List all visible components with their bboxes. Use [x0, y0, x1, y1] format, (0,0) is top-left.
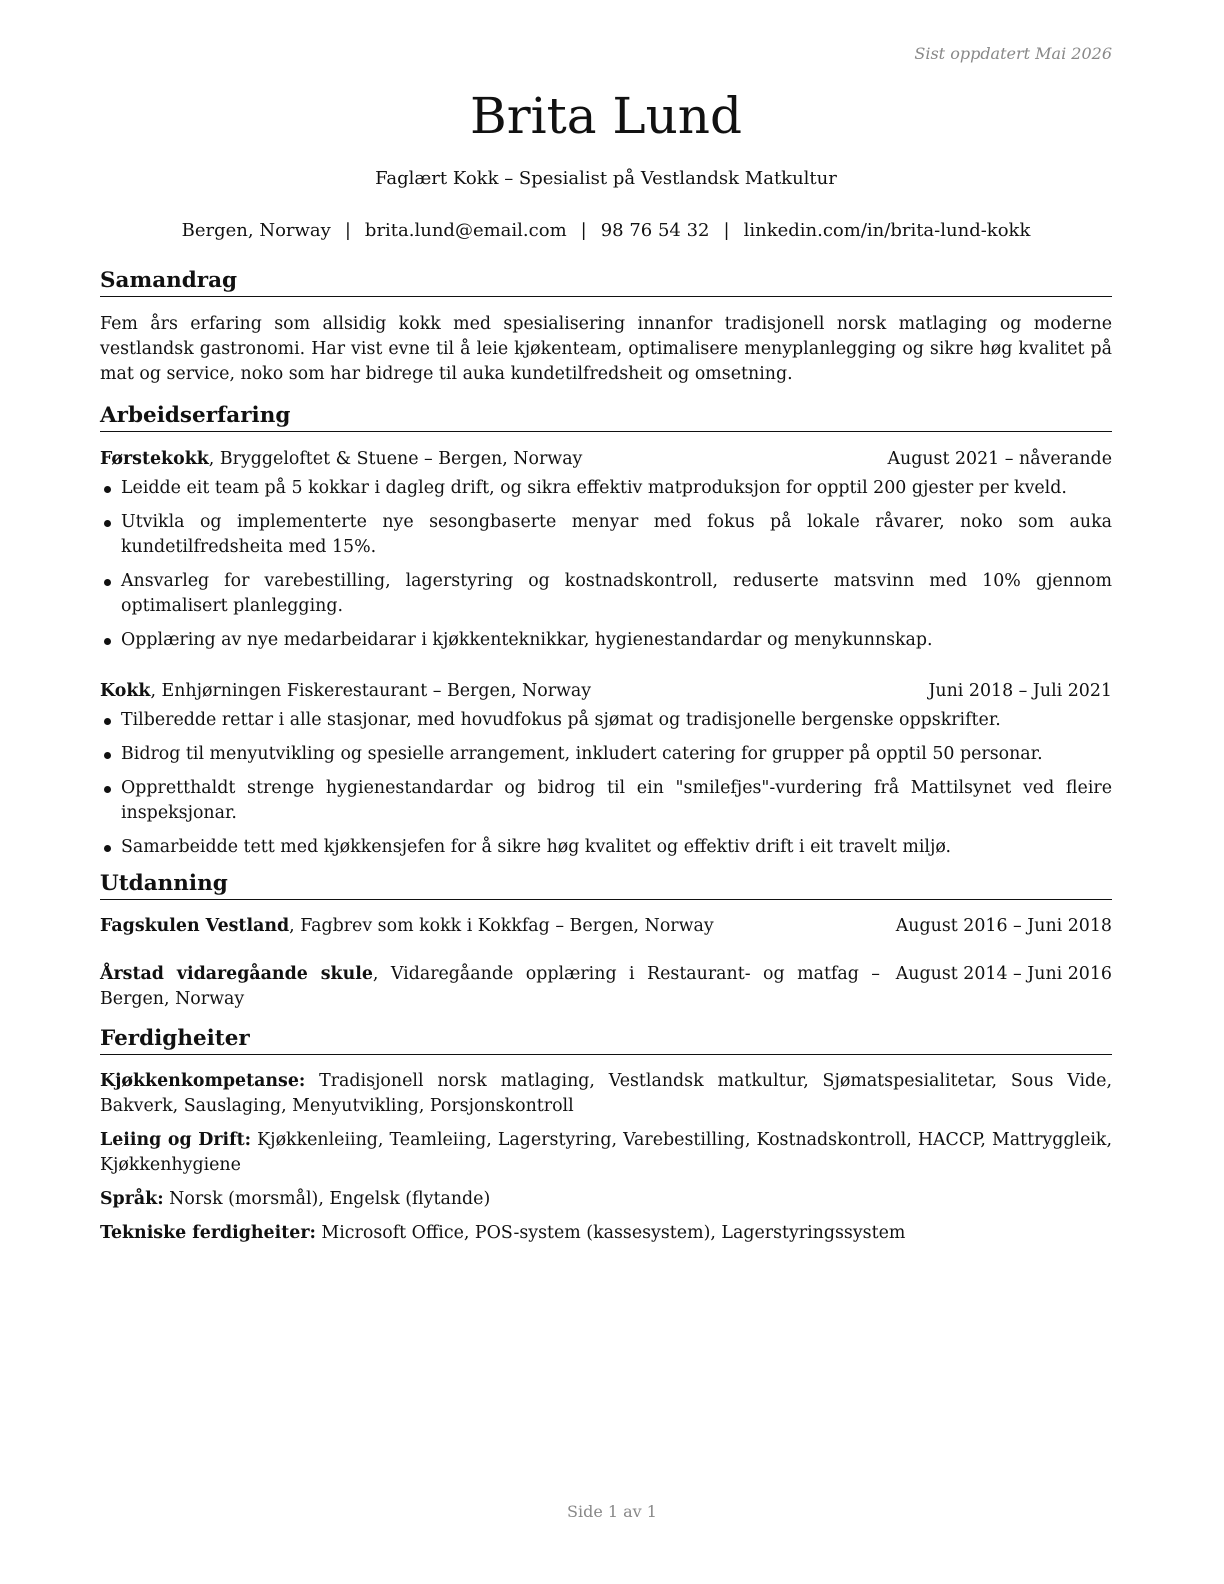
- skill-label: Leiing og Drift:: [100, 1130, 252, 1150]
- job-dates: August 2021 – nåverande: [887, 449, 1112, 469]
- experience-section: [100, 401, 1112, 860]
- candidate-name: Brita Lund: [469, 87, 743, 145]
- job-bullet-list: [100, 708, 1112, 860]
- resume-page: [100, 0, 1112, 1584]
- skills-section: [100, 1024, 1112, 1246]
- skill-row: [100, 1128, 1112, 1178]
- section-heading-skills: Ferdigheiter: [100, 1024, 1112, 1055]
- education-dates: August 2014 – Juni 2016: [895, 964, 1112, 984]
- education-title-line: [100, 962, 880, 1012]
- skill-text: Norsk (morsmål), Engelsk (flytande): [163, 1189, 491, 1209]
- contact-line: [100, 220, 1112, 241]
- skill-text: Kjøkkenleiing, Teamleiing, Lagerstyring, Varebestilling, Kostnadskontroll, HACCP, Mattryggleik, Kjøkkenhygiene: [100, 1130, 1112, 1175]
- job-bullet: Bidrog til menyutvikling og spesielle arrangement, inkludert catering for grupper på opptil 50 personar.: [100, 742, 1112, 767]
- last-updated: Sist oppdatert Mai 2026: [914, 44, 1112, 63]
- skill-row: [100, 1221, 1112, 1246]
- job-bullet-list: [100, 476, 1112, 653]
- skill-label: Kjøkkenkompetanse:: [100, 1071, 306, 1091]
- section-heading-education: Utdanning: [100, 869, 1112, 900]
- education-section: [100, 869, 1112, 1012]
- job-bullet: Ansvarleg for varebestilling, lagerstyring og kostnadskontroll, reduserte matsvinn med 10% gjennom optimalisert planlegging.: [100, 569, 1112, 619]
- job-employer: , Enhjørningen Fiskerestaurant – Bergen, Norway: [150, 681, 592, 701]
- contact-location: Bergen, Norway: [181, 220, 331, 241]
- education-title-line: [100, 914, 880, 939]
- job-entry: [100, 447, 1112, 653]
- job-header: [100, 447, 1112, 472]
- resume-content: [100, 266, 1112, 1252]
- contact-phone: 98 76 54 32: [600, 220, 710, 241]
- skill-label: Språk:: [100, 1189, 164, 1209]
- skill-row: [100, 1069, 1112, 1119]
- skill-text: Tradisjonell norsk matlaging, Vestlandsk matkultur, Sjømatspesialitetar, Sous Vide, Bakverk, Sauslaging, Menyutvikling, Porsjonskontroll: [100, 1071, 1112, 1116]
- contact-linkedin[interactable]: linkedin.com/in/brita-lund-kokk: [743, 220, 1031, 241]
- job-bullet: Oppretthaldt strenge hygienestandardar og bidrog til ein "smilefjes"-vurdering frå Mattilsynet ved fleire inspeksjonar.: [100, 776, 1112, 826]
- education-detail: , Vidaregåande opplæring i Restaurant- og matfag – Bergen, Norway: [100, 964, 880, 1009]
- education-entry: [100, 914, 1112, 939]
- job-bullet: Utvikla og implementerte nye sesongbaserte menyar med fokus på lokale råvarer, noko som auka kundetilfredsheita med 15%.: [100, 510, 1112, 560]
- job-employer: , Bryggeloftet & Stuene – Bergen, Norway: [208, 449, 583, 469]
- page-footer: Side 1 av 1: [567, 1502, 657, 1521]
- section-heading-summary: Samandrag: [100, 266, 1112, 297]
- section-heading-experience: Arbeidserfaring: [100, 401, 1112, 432]
- summary-text: Fem års erfaring som allsidig kokk med spesialisering innanfor tradisjonell norsk matlaging og moderne vestlandsk gastronomi. Har vist evne til å leie kjøkenteam, optimalisere menyplanlegging og sikre høg kvalitet på mat og service, noko som har bidrege til auka kundetilfredsheit og omsetning.: [100, 314, 1112, 384]
- skill-text: Microsoft Office, POS-system (kassesystem), Lagerstyringssystem: [315, 1223, 906, 1243]
- skill-label: Tekniske ferdigheiter:: [100, 1223, 316, 1243]
- job-title: Kokk: [100, 681, 151, 701]
- summary-section: [100, 266, 1112, 387]
- education-school: Fagskulen Vestland: [100, 916, 290, 936]
- candidate-subtitle: Faglært Kokk – Spesialist på Vestlandsk Matkultur: [375, 168, 837, 189]
- job-header: [100, 679, 1112, 704]
- education-dates: August 2016 – Juni 2018: [895, 916, 1112, 936]
- skill-row: [100, 1187, 1112, 1212]
- job-bullet: Opplæring av nye medarbeidarar i kjøkkenteknikkar, hygienestandardar og menykunnskap.: [100, 628, 1112, 653]
- education-entry: [100, 962, 1112, 1012]
- job-bullet: Samarbeidde tett med kjøkkensjefen for å sikre høg kvalitet og effektiv drift i eit travelt miljø.: [100, 835, 1112, 860]
- job-bullet: Leidde eit team på 5 kokkar i dagleg drift, og sikra effektiv matproduksjon for opptil 200 gjester per kveld.: [100, 476, 1112, 501]
- contact-email[interactable]: brita.lund@email.com: [364, 220, 567, 241]
- contact-separator: |: [344, 220, 351, 241]
- job-dates: Juni 2018 – Juli 2021: [928, 681, 1112, 701]
- job-bullet: Tilberedde rettar i alle stasjonar, med hovudfokus på sjømat og tradisjonelle bergenske oppskrifter.: [100, 708, 1112, 733]
- job-title-line: [100, 447, 582, 472]
- job-entry: [100, 679, 1112, 860]
- job-title-line: [100, 679, 591, 704]
- contact-separator: |: [723, 220, 730, 241]
- contact-separator: |: [580, 220, 587, 241]
- education-school: Årstad vidaregåande skule: [100, 964, 373, 984]
- job-title: Førstekokk: [100, 449, 209, 469]
- education-detail: , Fagbrev som kokk i Kokkfag – Bergen, Norway: [289, 916, 714, 936]
